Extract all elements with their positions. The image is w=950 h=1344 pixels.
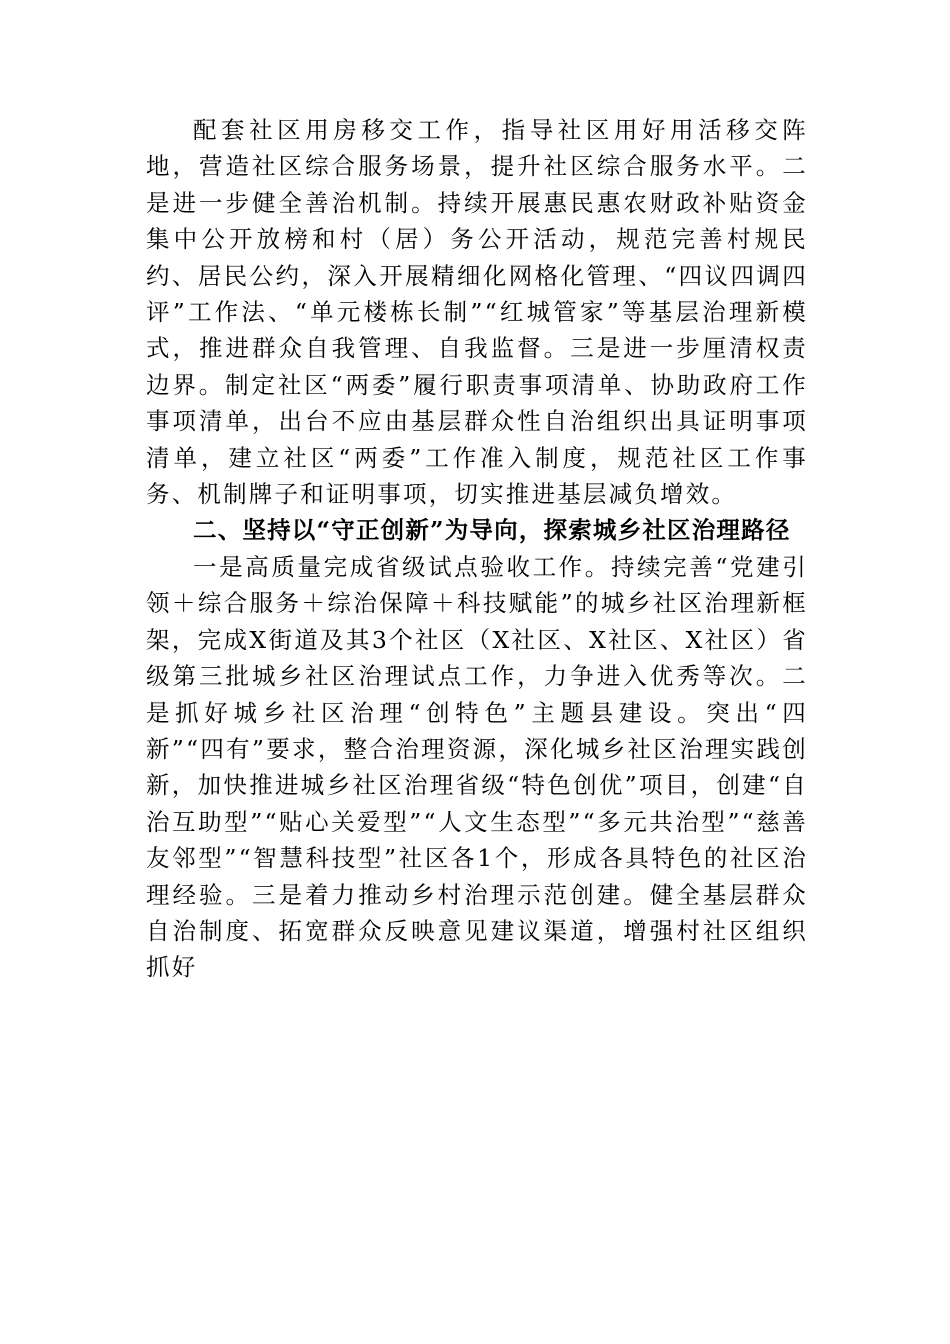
body-paragraph: 一是高质量完成省级试点验收工作。持续完善“党建引领＋综合服务＋综治保障＋科技赋能”的城乡社区治理新框架，完成X街道及其3个社区（X社区、X社区、X社区）省级第三批城乡社区治理试点工作，力争进入优秀等次。二是抓好城乡社区治理“创特色”主题县建设。突出“四新”“四有”要求，整合治理资源，深化城乡社区治理实践创新，加快推进城乡社区治理省级“特色创优”项目，创建“自治互助型”“贴心关爱型”“人文生态型”“多元共治型”“慈善友邻型”“智慧科技型”社区各1个，形成各具特色的社区治理经验。三是着力推动乡村治理示范创建。健全基层群众自治制度、拓宽群众反映意见建议渠道，增强村社区组织抓好 [146, 552, 808, 982]
body-paragraph: 配套社区用房移交工作，指导社区用好用活移交阵地，营造社区综合服务场景，提升社区综合服务水平。二是进一步健全善治机制。持续开展惠民惠农财政补贴资金集中公开放榜和村（居）务公开活动，规范完善村规民约、居民公约，深入开展精细化网格化管理、“四议四调四评”工作法、“单元楼栋长制”“红城管家”等基层治理新模式，推进群众自我管理、自我监督。三是进一步厘清权责边界。制定社区“两委”履行职责事项清单、协助政府工作事项清单，出台不应由基层群众性自治组织出具证明事项清单，建立社区“两委”工作准入制度，规范社区工作事务、机制牌子和证明事项，切实推进基层减负增效。 [146, 116, 808, 509]
section-heading: 二、坚持以“守正创新”为导向，探索城乡社区治理路径 [193, 516, 791, 545]
document-page [146, 112, 808, 986]
